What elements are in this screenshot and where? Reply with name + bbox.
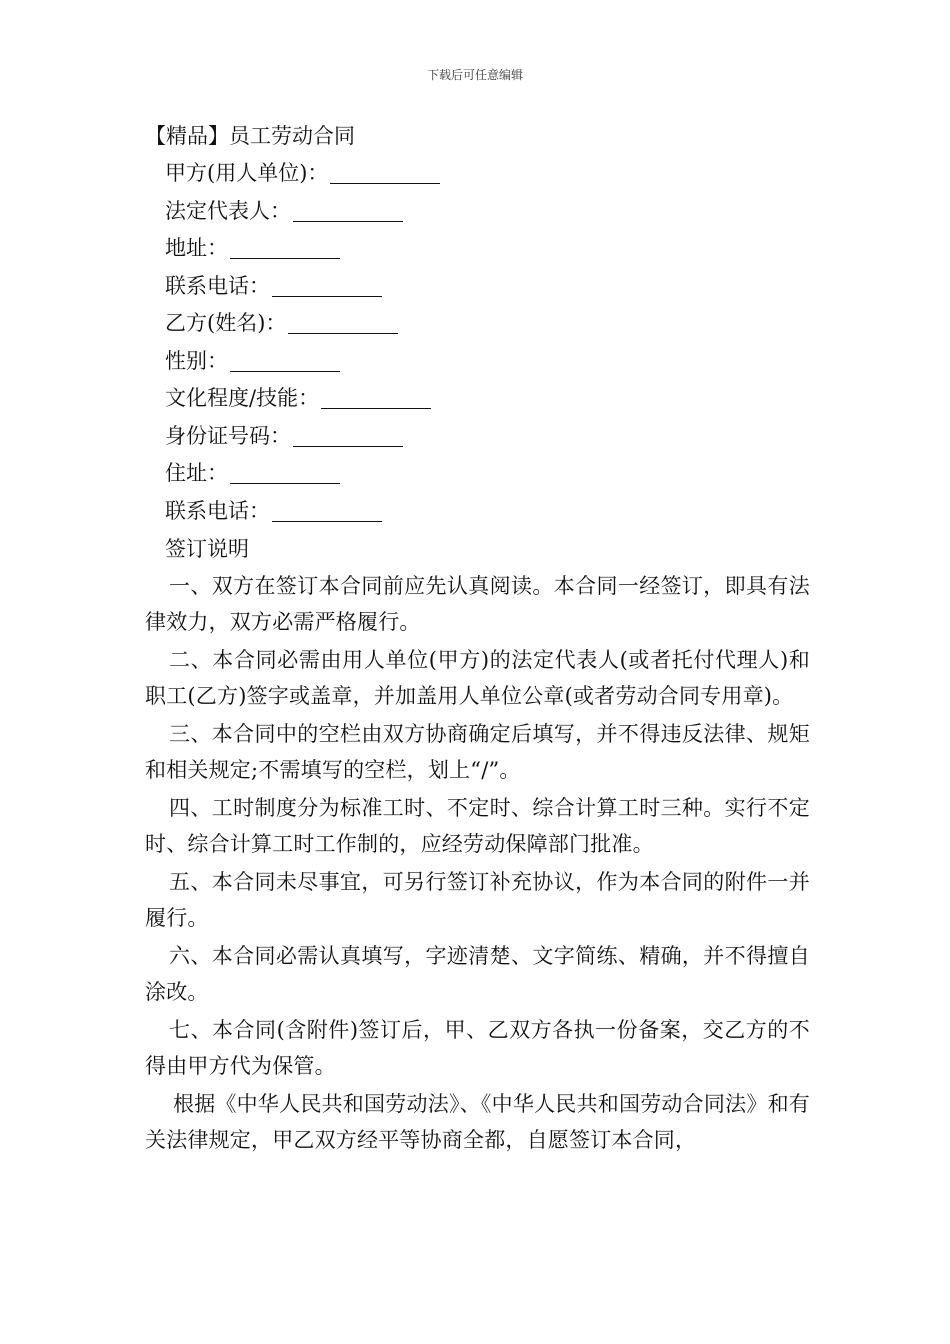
field-residence bbox=[145, 455, 810, 493]
field-label: 地址： bbox=[165, 236, 228, 260]
field-party-a-unit bbox=[145, 155, 810, 193]
field-label: 联系电话： bbox=[165, 273, 270, 298]
blank-line[interactable] bbox=[288, 313, 398, 334]
closing-paragraph: 根据《中华人民共和国劳动法》、《中华人民共和国劳动合同法》和有关法律规定，甲乙双方经平等协商全都，自愿签订本合同， bbox=[145, 1092, 810, 1152]
field-label: 住址： bbox=[165, 461, 228, 485]
instruction-paragraph: 一、双方在签订本合同前应先认真阅读。本合同一经签订，即具有法律效力，双方必需严格履行。 bbox=[145, 574, 810, 634]
field-label: 联系电话： bbox=[165, 498, 270, 523]
instruction-paragraph: 五、本合同未尽事宜，可另行签订补充协议，作为本合同的附件一并履行。 bbox=[145, 870, 810, 930]
blank-line[interactable] bbox=[230, 238, 340, 259]
header-note: 下载后可任意编辑 bbox=[426, 68, 523, 82]
field-label: 乙方(姓名)： bbox=[165, 311, 287, 335]
instruction-paragraph: 三、本合同中的空栏由双方协商确定后填写，并不得违反法律、规矩和相关规定;不需填写的空栏，划上“/”。 bbox=[145, 722, 810, 782]
field-label: 身份证号码： bbox=[165, 423, 291, 448]
field-label: 法定代表人： bbox=[165, 198, 291, 223]
document-title: 【精品】员工劳动合同 bbox=[145, 124, 355, 148]
blank-line[interactable] bbox=[330, 163, 440, 184]
instruction-paragraph: 二、本合同必需由用人单位(甲方)的法定代表人(或者托付代理人)和职工(乙方)签字或盖章，并加盖用人单位公章(或者劳动合同专用章)。 bbox=[145, 648, 810, 708]
instruction-paragraph: 七、本合同(含附件)签订后，甲、乙双方各执一份备案，交乙方的不得由甲方代为保管。 bbox=[145, 1018, 810, 1078]
blank-line[interactable] bbox=[230, 463, 340, 484]
instruction-paragraph: 六、本合同必需认真填写，字迹清楚、文字简练、精确，并不得擅自涂改。 bbox=[145, 944, 810, 1004]
field-gender bbox=[145, 343, 810, 381]
party-fields bbox=[145, 155, 810, 530]
field-address bbox=[145, 230, 810, 268]
field-label: 甲方(用人单位)： bbox=[165, 161, 329, 185]
blank-line[interactable] bbox=[293, 426, 403, 447]
blank-line[interactable] bbox=[272, 276, 382, 297]
field-party-b-phone bbox=[145, 493, 810, 531]
section-title: 签订说明 bbox=[165, 537, 249, 561]
field-party-a-phone bbox=[145, 268, 810, 306]
field-legal-representative bbox=[145, 193, 810, 231]
field-party-b-name bbox=[145, 305, 810, 343]
blank-line[interactable] bbox=[293, 201, 403, 222]
instructions bbox=[145, 568, 810, 1158]
field-label: 文化程度/技能： bbox=[165, 386, 320, 410]
instruction-paragraph: 四、工时制度分为标准工时、不定时、综合计算工时三种。实行不定时、综合计算工时工作制的，应经劳动保障部门批准。 bbox=[145, 796, 810, 856]
document-body bbox=[145, 118, 810, 1160]
blank-line[interactable] bbox=[230, 351, 340, 372]
field-label: 性别： bbox=[165, 348, 228, 373]
field-education-skills bbox=[145, 380, 810, 418]
blank-line[interactable] bbox=[272, 501, 382, 522]
blank-line[interactable] bbox=[321, 388, 431, 409]
field-id-number bbox=[145, 418, 810, 456]
